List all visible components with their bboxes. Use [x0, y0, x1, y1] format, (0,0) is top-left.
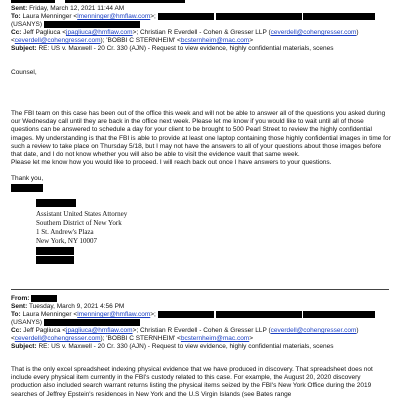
- sent-value: Friday, March 12, 2021 11:44 AM: [29, 5, 125, 12]
- cc-email-link[interactable]: jpagliuca@hmflaw.com: [66, 29, 133, 36]
- message-separator: [11, 289, 389, 290]
- subject-value: RE: US v. Maxwell - 20 Cr. 330 (AJN) - Request to view evidence, highly confidential materials, scenes: [38, 343, 334, 350]
- cc-label: Cc:: [11, 327, 22, 334]
- email1-cc-row-2: <ceverdell@cohengresser.com); 'BOBBI C STERNHEIM' <bcsternheim@mac.com>: [11, 37, 254, 44]
- signature-redaction: [36, 256, 74, 264]
- cc-email-link[interactable]: bcsternheim@mac.com: [180, 37, 250, 44]
- redaction: [11, 0, 55, 3]
- cc-email-link[interactable]: ceverdell@cohengresser.com: [270, 327, 357, 334]
- sent-label: Sent:: [11, 5, 28, 12]
- body-paragraph: The FBI team on this case has been out of the office this week and will not be able to answer all of the questions you asked during our Wednesday call until they are back in the office next week. Please let me know if you would like to wait until all of those questions can be answered to schedule a day for your client to be brought to 500 Pearl Street to review the highly confidential images. My understanding is that the FBI is able to provide at least one laptop containing those highly confidential images in time for such a review to take place on Thursday 5/18, but I may not have the answers to all of your questions about those images before that date, and I do not know whether you will also be able to visit the evidence vault that same week.: [11, 110, 391, 159]
- redaction: [158, 311, 214, 318]
- redaction: [303, 311, 375, 318]
- greeting: Counsel,: [11, 69, 37, 76]
- sent-value: Tuesday, March 9, 2021 4:56 PM: [28, 303, 125, 310]
- signature-city: New York, NY 10007: [36, 237, 97, 245]
- email1-sent-row: [11, 5, 124, 13]
- email1-subject-row: [11, 45, 334, 53]
- usansy-label: (USANYS): [11, 21, 43, 29]
- to-email-link[interactable]: lmenninger@hmflaw.com: [77, 311, 151, 319]
- signoff: Thank you,: [11, 175, 44, 182]
- body-paragraph: Please let me know how you would like to proceed. I will reach back out once I have answers to your questions.: [11, 159, 332, 166]
- redaction: [36, 256, 74, 264]
- top-redaction-row: [11, 0, 185, 4]
- email2-to-row: To: Laura Menninger <lmenninger@hmflaw.com>;: [11, 311, 375, 319]
- cc-email-link[interactable]: bcsternheim@mac.com: [180, 335, 250, 342]
- to-name: Laura Menninger <: [22, 13, 78, 21]
- signature-redaction: [36, 199, 76, 207]
- cc-email-link[interactable]: ceverdell@cohengresser.com: [14, 37, 101, 44]
- to-label: To:: [11, 13, 21, 21]
- redaction: [303, 13, 375, 20]
- email1-to-row: To: Laura Menninger <lmenninger@hmflaw.com>;: [11, 13, 375, 21]
- email1-cc-row: Cc: Jeff Pagliuca <jpagliuca@hmflaw.com>; Christian R Everdell - Cohen & Gresser LLP (ceverdell@cohengresser.com): [11, 29, 359, 36]
- subject-value: RE: US v. Maxwell - 20 Cr. 330 (AJN) - Request to view evidence, highly confidential materials, scenes: [38, 45, 334, 52]
- sent-label: Sent:: [11, 303, 28, 310]
- redaction: [36, 247, 74, 255]
- redaction: [11, 184, 43, 192]
- redaction: [44, 21, 140, 28]
- body-paragraph: That is the only excel spreadsheet indexing physical evidence that we have produced in discovery. That spreadsheet does not include every physical item currently in the FBI's custody related to this case. For example, the August 20, 2020 discovery production also included search warrant returns listing the physical items seized by the FBI's New York Office during the 2019 searches of Jeffrey Epstein's residences in New York and the U.S Virgin Islands (see Bates range: [11, 366, 373, 398]
- redaction: [36, 199, 76, 207]
- redaction: [216, 311, 302, 318]
- redaction: [216, 13, 302, 20]
- redaction: [158, 13, 214, 20]
- usansy-label: (USANYS): [11, 319, 43, 327]
- email2-from-row: [11, 295, 57, 303]
- redaction: [31, 295, 57, 302]
- to-label: To:: [11, 311, 21, 319]
- subject-label: Subject:: [11, 45, 37, 52]
- email2-cc-row-2: <ceverdell@cohengresser.com); 'BOBBI C STERNHEIM' <bcsternheim@mac.com>: [11, 335, 254, 342]
- subject-label: Subject:: [11, 343, 37, 350]
- cc-email-link[interactable]: ceverdell@cohengresser.com: [14, 335, 101, 342]
- email1-to-row-2: [11, 21, 140, 29]
- signature-address: 1 St. Andrew's Plaza: [36, 228, 94, 236]
- to-email-link[interactable]: lmenninger@hmflaw.com: [77, 13, 151, 21]
- signature-name-redaction: [11, 184, 43, 193]
- email2-sent-row: [11, 303, 124, 311]
- redaction: [65, 0, 185, 3]
- email2-cc-row: Cc: Jeff Pagliuca <jpagliuca@hmflaw.com>; Christian R Everdell - Cohen & Gresser LLP (ceverdell@cohengresser.com): [11, 327, 359, 334]
- cc-email-link[interactable]: jpagliuca@hmflaw.com: [66, 327, 133, 334]
- cc-label: Cc:: [11, 29, 22, 36]
- from-label: From:: [11, 295, 30, 303]
- email2-to-row-2: [11, 319, 140, 327]
- signature-office: Southern District of New York: [36, 219, 122, 227]
- cc-email-link[interactable]: ceverdell@cohengresser.com: [270, 29, 357, 36]
- redaction: [44, 319, 140, 326]
- email2-subject-row: [11, 343, 334, 351]
- signature-redaction: [36, 247, 74, 255]
- signature-title: Assistant United States Attorney: [36, 210, 128, 218]
